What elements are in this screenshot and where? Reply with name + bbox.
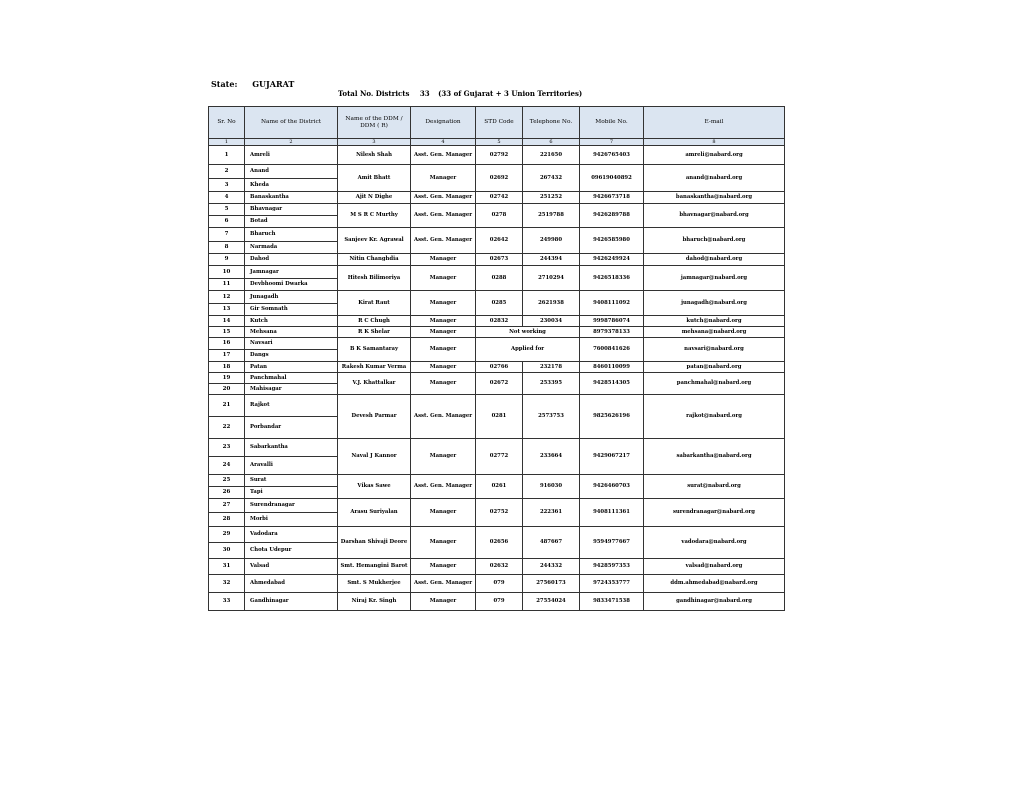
cell-mobile: 9428514305 [580, 373, 644, 395]
state-value: GUJARAT [252, 79, 295, 89]
cell-mobile: 9408111361 [580, 499, 644, 527]
cell-designation: Asst. Gen. Manager [411, 475, 476, 499]
cell-telephone: 2621938 [523, 291, 580, 316]
cell-mobile: 9594977667 [580, 527, 644, 559]
cell-sr-no: 2 [209, 165, 245, 179]
cell-designation: Asst. Gen. Manager [411, 395, 476, 439]
col-header-telephone: Telephone No. [523, 107, 580, 139]
table-body [209, 146, 785, 611]
cell-designation: Manager [411, 559, 476, 575]
cell-designation: Manager [411, 291, 476, 316]
cell-std-code: 02772 [476, 439, 523, 475]
cell-district: Amreli [245, 146, 338, 165]
table-row [209, 192, 785, 204]
cell-telephone: 244332 [523, 559, 580, 575]
cell-mobile: 9426249924 [580, 254, 644, 266]
cell-district: Sabarkantha [245, 439, 338, 457]
cell-telephone: 916030 [523, 475, 580, 499]
table-row [209, 291, 785, 304]
cell-sr-no: 20 [209, 384, 245, 395]
cell-district: Surendranagar [245, 499, 338, 513]
cell-telephone: 2573753 [523, 395, 580, 439]
cell-telephone: 251252 [523, 192, 580, 204]
cell-sr-no: 15 [209, 327, 245, 338]
cell-telephone: 222361 [523, 499, 580, 527]
state-line [211, 79, 294, 89]
col-header-sr: Sr. No [209, 107, 245, 139]
cell-telephone: 244394 [523, 254, 580, 266]
table-row [209, 593, 785, 611]
table-row [209, 327, 785, 338]
district-contact-table [208, 106, 785, 611]
column-number-row [209, 139, 785, 146]
cell-district: Panchmahal [245, 373, 338, 384]
cell-email: bhavnagar@nabard.org [644, 204, 785, 228]
cell-telephone: 2519788 [523, 204, 580, 228]
cell-std-code: 0288 [476, 266, 523, 291]
total-label: Total No. Districts [338, 89, 410, 98]
cell-district: Bhavnagar [245, 204, 338, 216]
cell-std-code: 02832 [476, 316, 523, 327]
table-row [209, 373, 785, 384]
cell-district: Chota Udepur [245, 543, 338, 559]
cell-district: Botad [245, 216, 338, 228]
cell-designation: Manager [411, 327, 476, 338]
cell-district: Valsad [245, 559, 338, 575]
col-number: 7 [580, 139, 644, 146]
cell-district: Navsari [245, 338, 338, 350]
cell-district: Patan [245, 362, 338, 373]
cell-district: Devbhoomi Dwarka [245, 279, 338, 291]
table-row [209, 575, 785, 593]
table-row [209, 338, 785, 350]
cell-sr-no: 9 [209, 254, 245, 266]
cell-std-code: 02766 [476, 362, 523, 373]
col-header-email: E-mail [644, 107, 785, 139]
cell-designation: Manager [411, 373, 476, 395]
cell-email: navsari@nabard.org [644, 338, 785, 362]
cell-sr-no: 10 [209, 266, 245, 279]
cell-ddm-name: Smt. S Mukherjee [338, 575, 411, 593]
cell-district: Dahod [245, 254, 338, 266]
cell-std-code: 02742 [476, 192, 523, 204]
cell-email: surat@nabard.org [644, 475, 785, 499]
cell-telephone: 221650 [523, 146, 580, 165]
cell-mobile: 09619040892 [580, 165, 644, 192]
table-row [209, 559, 785, 575]
table-row [209, 362, 785, 373]
cell-district: Kutch [245, 316, 338, 327]
cell-ddm-name: Kirat Raut [338, 291, 411, 316]
cell-email: dahod@nabard.org [644, 254, 785, 266]
cell-ddm-name: Hitesh Bilimoriya [338, 266, 411, 291]
cell-ddm-name: Darshan Shivaji Deore [338, 527, 411, 559]
cell-mobile: 9825626196 [580, 395, 644, 439]
col-number: 4 [411, 139, 476, 146]
cell-email: panchmahal@nabard.org [644, 373, 785, 395]
cell-sr-no: 30 [209, 543, 245, 559]
cell-telephone: 249980 [523, 228, 580, 254]
cell-std-code: 02792 [476, 146, 523, 165]
cell-sr-no: 6 [209, 216, 245, 228]
cell-district: Porbandar [245, 417, 338, 439]
cell-district: Rajkot [245, 395, 338, 417]
cell-mobile: 9408111092 [580, 291, 644, 316]
cell-designation: Manager [411, 527, 476, 559]
cell-district: Tapi [245, 487, 338, 499]
cell-telephone: 253395 [523, 373, 580, 395]
cell-sr-no: 22 [209, 417, 245, 439]
cell-district: Ahmedabad [245, 575, 338, 593]
cell-sr-no: 29 [209, 527, 245, 543]
cell-email: kutch@nabard.org [644, 316, 785, 327]
cell-sr-no: 31 [209, 559, 245, 575]
cell-email: bharuch@nabard.org [644, 228, 785, 254]
cell-sr-no: 21 [209, 395, 245, 417]
cell-sr-no: 5 [209, 204, 245, 216]
cell-mobile: 9724353777 [580, 575, 644, 593]
cell-std-code: 02642 [476, 228, 523, 254]
cell-ddm-name: Ajit N Dighe [338, 192, 411, 204]
col-header-district: Name of the District [245, 107, 338, 139]
col-header-ddm: Name of the DDM / DDM ( R) [338, 107, 411, 139]
cell-sr-no: 27 [209, 499, 245, 513]
col-number: 5 [476, 139, 523, 146]
cell-ddm-name: Niraj Kr. Singh [338, 593, 411, 611]
cell-email: ddm.ahmedabad@nabard.org [644, 575, 785, 593]
cell-mobile: 9998786074 [580, 316, 644, 327]
cell-mobile: 8979378133 [580, 327, 644, 338]
cell-designation: Asst. Gen. Manager [411, 192, 476, 204]
cell-mobile: 9833471538 [580, 593, 644, 611]
table-row [209, 266, 785, 279]
cell-sr-no: 12 [209, 291, 245, 304]
table-header-row [209, 107, 785, 139]
cell-sr-no: 3 [209, 179, 245, 192]
cell-mobile: 9429067217 [580, 439, 644, 475]
cell-sr-no: 11 [209, 279, 245, 291]
cell-designation: Manager [411, 338, 476, 362]
cell-telephone: 230034 [523, 316, 580, 327]
cell-std-code: 0278 [476, 204, 523, 228]
cell-mobile: 8460110099 [580, 362, 644, 373]
cell-ddm-name: Nilesh Shah [338, 146, 411, 165]
cell-sr-no: 8 [209, 242, 245, 254]
cell-email: surendranagar@nabard.org [644, 499, 785, 527]
cell-sr-no: 4 [209, 192, 245, 204]
cell-sr-no: 24 [209, 457, 245, 475]
table-row [209, 254, 785, 266]
cell-designation: Manager [411, 439, 476, 475]
cell-ddm-name: Naval J Kannor [338, 439, 411, 475]
cell-std-code: 0281 [476, 395, 523, 439]
cell-district: Vadodara [245, 527, 338, 543]
col-header-std: STD Code [476, 107, 523, 139]
table-row [209, 316, 785, 327]
cell-email: mehsana@nabard.org [644, 327, 785, 338]
cell-std-code: 0261 [476, 475, 523, 499]
table-row [209, 499, 785, 513]
cell-ddm-name: Amit Bhatt [338, 165, 411, 192]
col-number: 6 [523, 139, 580, 146]
cell-std-code: 02692 [476, 165, 523, 192]
cell-ddm-name: Arasu Suriyalan [338, 499, 411, 527]
cell-designation: Asst. Gen. Manager [411, 228, 476, 254]
cell-std-code: 02672 [476, 373, 523, 395]
cell-telephone: 2710294 [523, 266, 580, 291]
cell-ddm-name: B K Samantaray [338, 338, 411, 362]
cell-email: anand@nabard.org [644, 165, 785, 192]
cell-ddm-name: Devesh Parmar [338, 395, 411, 439]
cell-district: Aravalli [245, 457, 338, 475]
table-row [209, 475, 785, 487]
cell-ddm-name: Rakesh Kumar Verma [338, 362, 411, 373]
cell-telephone: 232178 [523, 362, 580, 373]
cell-email: rajkot@nabard.org [644, 395, 785, 439]
cell-mobile: 9428597353 [580, 559, 644, 575]
cell-district: Junagadh [245, 291, 338, 304]
table-row [209, 439, 785, 457]
cell-designation: Manager [411, 362, 476, 373]
cell-email: banaskantha@nabard.org [644, 192, 785, 204]
table-row [209, 395, 785, 417]
cell-district: Jamnagar [245, 266, 338, 279]
cell-mobile: 9426518336 [580, 266, 644, 291]
cell-ddm-name: R K Shelar [338, 327, 411, 338]
cell-district: Anand [245, 165, 338, 179]
cell-mobile: 9426289788 [580, 204, 644, 228]
cell-std-telephone-note: Applied for [476, 338, 580, 362]
cell-std-telephone-note: Not working [476, 327, 580, 338]
cell-sr-no: 16 [209, 338, 245, 350]
col-number: 8 [644, 139, 785, 146]
cell-sr-no: 33 [209, 593, 245, 611]
cell-designation: Manager [411, 254, 476, 266]
col-header-designation: Designation [411, 107, 476, 139]
cell-ddm-name: R C Chugh [338, 316, 411, 327]
cell-district: Kheda [245, 179, 338, 192]
col-number: 1 [209, 139, 245, 146]
total-value: 33 [419, 89, 430, 98]
cell-ddm-name: M S R C Murthy [338, 204, 411, 228]
cell-sr-no: 28 [209, 513, 245, 527]
cell-designation: Manager [411, 266, 476, 291]
cell-mobile: 9426765403 [580, 146, 644, 165]
cell-ddm-name: V.J. Khattalkar [338, 373, 411, 395]
cell-std-code: 02656 [476, 527, 523, 559]
cell-sr-no: 25 [209, 475, 245, 487]
cell-ddm-name: Vikas Sawe [338, 475, 411, 499]
cell-email: amreli@nabard.org [644, 146, 785, 165]
cell-district: Mehsana [245, 327, 338, 338]
col-number: 3 [338, 139, 411, 146]
cell-std-code: 079 [476, 593, 523, 611]
cell-mobile: 9426673718 [580, 192, 644, 204]
cell-ddm-name: Nitin Changhdia [338, 254, 411, 266]
cell-std-code: 0285 [476, 291, 523, 316]
cell-email: gandhinagar@nabard.org [644, 593, 785, 611]
cell-designation: Asst. Gen. Manager [411, 575, 476, 593]
cell-mobile: 7600841626 [580, 338, 644, 362]
col-number: 2 [245, 139, 338, 146]
cell-ddm-name: Smt. Hemangini Barot [338, 559, 411, 575]
cell-telephone: 27560173 [523, 575, 580, 593]
cell-district: Dangs [245, 350, 338, 362]
cell-district: Gandhinagar [245, 593, 338, 611]
cell-district: Surat [245, 475, 338, 487]
cell-telephone: 27554024 [523, 593, 580, 611]
cell-sr-no: 23 [209, 439, 245, 457]
cell-sr-no: 13 [209, 304, 245, 316]
cell-mobile: 9426585980 [580, 228, 644, 254]
table-row [209, 165, 785, 179]
cell-email: patan@nabard.org [644, 362, 785, 373]
cell-email: jamnagar@nabard.org [644, 266, 785, 291]
cell-std-code: 079 [476, 575, 523, 593]
cell-sr-no: 14 [209, 316, 245, 327]
total-districts-line [338, 89, 582, 98]
cell-designation: Asst. Gen. Manager [411, 204, 476, 228]
table-row [209, 527, 785, 543]
table-row [209, 228, 785, 242]
cell-telephone: 233664 [523, 439, 580, 475]
cell-sr-no: 18 [209, 362, 245, 373]
cell-district: Gir Somnath [245, 304, 338, 316]
cell-sr-no: 7 [209, 228, 245, 242]
cell-email: valsad@nabard.org [644, 559, 785, 575]
cell-std-code: 02673 [476, 254, 523, 266]
total-note: (33 of Gujarat + 3 Union Territories) [438, 89, 583, 98]
cell-designation: Manager [411, 316, 476, 327]
cell-sr-no: 26 [209, 487, 245, 499]
cell-sr-no: 19 [209, 373, 245, 384]
cell-designation: Manager [411, 593, 476, 611]
cell-telephone: 487667 [523, 527, 580, 559]
cell-sr-no: 17 [209, 350, 245, 362]
table-row [209, 146, 785, 165]
col-header-mobile: Mobile No. [580, 107, 644, 139]
cell-district: Narmada [245, 242, 338, 254]
table-row [209, 204, 785, 216]
cell-email: sabarkantha@nabard.org [644, 439, 785, 475]
cell-designation: Manager [411, 499, 476, 527]
cell-district: Bharuch [245, 228, 338, 242]
cell-mobile: 9426460703 [580, 475, 644, 499]
cell-district: Banaskantha [245, 192, 338, 204]
cell-std-code: 02752 [476, 499, 523, 527]
cell-district: Mahisagar [245, 384, 338, 395]
cell-std-code: 02632 [476, 559, 523, 575]
cell-email: junagadh@nabard.org [644, 291, 785, 316]
cell-sr-no: 1 [209, 146, 245, 165]
cell-sr-no: 32 [209, 575, 245, 593]
cell-designation: Asst. Gen. Manager [411, 146, 476, 165]
cell-email: vadodara@nabard.org [644, 527, 785, 559]
cell-designation: Manager [411, 165, 476, 192]
state-label: State: [211, 79, 238, 89]
cell-telephone: 267432 [523, 165, 580, 192]
cell-district: Morbi [245, 513, 338, 527]
cell-ddm-name: Sanjeev Kr. Agrawal [338, 228, 411, 254]
